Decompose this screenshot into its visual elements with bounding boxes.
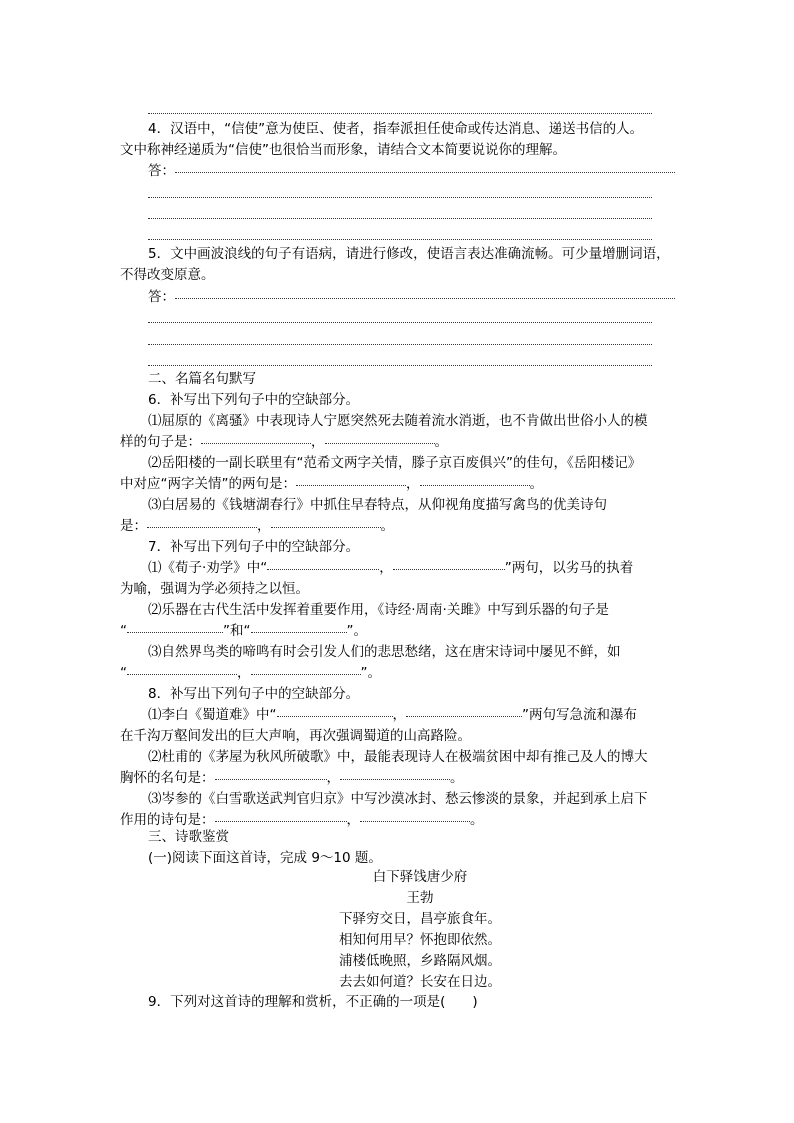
question-8-part-1 bbox=[120, 705, 680, 726]
prompt-text: 是： bbox=[120, 518, 147, 534]
answer-line[interactable] bbox=[148, 238, 652, 240]
poem-title: 白下驿饯唐少府 bbox=[372, 869, 468, 885]
answer-line[interactable] bbox=[148, 217, 652, 219]
question-7-part-3-cont bbox=[120, 663, 680, 684]
question-4-text: 4．汉语中，“信使”意为使臣、使者，指奉派担任使命或传达消息、递送书信的人。 bbox=[148, 121, 644, 137]
blank-line[interactable] bbox=[201, 442, 311, 444]
section-3-title: 三、诗歌鉴赏 bbox=[148, 829, 229, 845]
period: 。 bbox=[434, 434, 448, 450]
prompt-text: ”两句写急流和瀑布 bbox=[522, 707, 637, 723]
question-7-part-1 bbox=[120, 558, 680, 579]
blank-line[interactable] bbox=[340, 778, 450, 780]
poem-line: 去去如何道？长安在日边。 bbox=[339, 974, 501, 990]
answer-label-text: 答： bbox=[148, 289, 175, 305]
blank-line[interactable] bbox=[251, 631, 347, 633]
blank-line[interactable] bbox=[127, 673, 237, 675]
comma: ， bbox=[346, 812, 360, 828]
question-8-part-2: ⑵杜甫的《茅屋为秋风所破歌》中，最能表现诗人在极端贫困中却有推己及人的博大 bbox=[148, 749, 648, 765]
question-7-part-1-cont: 为喻，强调为学必须持之以恒。 bbox=[120, 581, 309, 597]
answer-label-text: 答： bbox=[148, 163, 175, 179]
question-8-part-3: ⑶岑参的《白雪歌送武判官归京》中写沙漠冰封、愁云惨淡的景象，并起到承上启下 bbox=[148, 791, 648, 807]
question-5-text-cont: 不得改变原意。 bbox=[120, 267, 215, 283]
question-7-head: 7．补写出下列句子中的空缺部分。 bbox=[148, 539, 360, 555]
question-6-part-2-cont bbox=[120, 474, 680, 495]
blank-line[interactable] bbox=[127, 631, 223, 633]
question-7-part-2-cont bbox=[120, 621, 680, 642]
poem-author: 王勃 bbox=[406, 890, 434, 906]
prompt-text: ”和“ bbox=[223, 623, 251, 639]
prompt-text: 样的句子是： bbox=[120, 434, 201, 450]
period: 。 bbox=[380, 518, 394, 534]
prompt-text: 胸怀的名句是： bbox=[120, 770, 215, 786]
question-4-text-cont: 文中称神经递质为“信使”也很恰当而形象，请结合文本简要说说你的理解。 bbox=[120, 142, 566, 158]
blank-line[interactable] bbox=[251, 673, 361, 675]
blank-line[interactable] bbox=[325, 442, 435, 444]
answer-line[interactable] bbox=[148, 112, 652, 114]
answer-label bbox=[120, 287, 680, 308]
comma: ， bbox=[257, 518, 271, 534]
blank-line[interactable] bbox=[215, 778, 327, 780]
period: 。 bbox=[470, 812, 484, 828]
blank-line[interactable] bbox=[215, 820, 347, 822]
answer-line[interactable] bbox=[148, 343, 652, 345]
blank-line[interactable] bbox=[296, 484, 406, 486]
prompt-text: 中对应“两字关情”的两句是： bbox=[120, 476, 296, 492]
question-9-text: 9．下列对这首诗的理解和赏析，不正确的一项是( ) bbox=[148, 994, 478, 1010]
close-quote: ”。 bbox=[346, 623, 367, 639]
comma: ， bbox=[311, 434, 325, 450]
period: 。 bbox=[529, 476, 543, 492]
comma: ， bbox=[326, 770, 340, 786]
section-2-title: 二、名篇名句默写 bbox=[148, 371, 256, 387]
comma: ， bbox=[406, 476, 420, 492]
blank-line[interactable] bbox=[267, 568, 379, 570]
question-5-text: 5．文中画波浪线的句子有语病，请进行修改，使语言表达准确流畅。可少量增删词语， bbox=[148, 246, 670, 262]
answer-label bbox=[120, 161, 680, 182]
poem-line: 浦楼低晚照，乡路隔风烟。 bbox=[339, 953, 501, 969]
close-quote: ”。 bbox=[360, 665, 381, 681]
question-8-part-2-cont bbox=[120, 768, 680, 789]
answer-line[interactable] bbox=[148, 364, 652, 366]
reading-instruction: (一)阅读下面这首诗，完成 9～10 题。 bbox=[148, 850, 382, 866]
poem-line: 相知何用早？怀抱即依然。 bbox=[339, 932, 501, 948]
blank-line[interactable] bbox=[271, 526, 381, 528]
open-quote: “ bbox=[120, 665, 127, 681]
question-6-head: 6．补写出下列句子中的空缺部分。 bbox=[148, 392, 360, 408]
answer-line[interactable] bbox=[148, 196, 652, 198]
poem-line: 下驿穷交日，昌亭旅食年。 bbox=[339, 911, 501, 927]
blank-line[interactable] bbox=[277, 715, 393, 717]
blank-line[interactable] bbox=[360, 820, 470, 822]
question-8-part-1-cont: 在千沟万壑间发出的巨大声响，再次强调蜀道的山高路险。 bbox=[120, 728, 471, 744]
prompt-text: ⑴李白《蜀道难》中“ bbox=[148, 707, 277, 723]
question-8-head: 8．补写出下列句子中的空缺部分。 bbox=[148, 686, 360, 702]
blank-line[interactable] bbox=[406, 715, 522, 717]
question-6-part-1: ⑴屈原的《离骚》中表现诗人宁愿突然死去随着流水消逝，也不肯做出世俗小人的模 bbox=[148, 413, 648, 429]
question-6-part-2: ⑵岳阳楼的一副长联里有“范希文两字关情，滕子京百废俱兴”的佳句，《岳阳楼记》 bbox=[148, 455, 642, 471]
question-7-part-2: ⑵乐器在古代生活中发挥着重要作用，《诗经·周南·关雎》中写到乐器的句子是 bbox=[148, 602, 609, 618]
blank-line[interactable] bbox=[393, 568, 505, 570]
blank-line[interactable] bbox=[420, 484, 530, 486]
period: 。 bbox=[450, 770, 464, 786]
prompt-text: 作用的诗句是： bbox=[120, 812, 215, 828]
question-7-part-3: ⑶自然界鸟类的啼鸣有时会引发人们的悲思愁绪，这在唐宋诗词中屡见不鲜，如 bbox=[148, 644, 621, 660]
question-6-part-3: ⑶白居易的《钱塘湖春行》中抓住早春特点，从仰视角度描写禽鸟的优美诗句 bbox=[148, 497, 607, 513]
comma: ， bbox=[379, 560, 393, 576]
question-6-part-1-cont bbox=[120, 432, 680, 453]
comma: ， bbox=[392, 707, 406, 723]
question-6-part-3-cont bbox=[120, 516, 680, 537]
answer-line[interactable] bbox=[175, 297, 675, 299]
blank-line[interactable] bbox=[147, 526, 257, 528]
open-quote: “ bbox=[120, 623, 127, 639]
prompt-text: ⑴《荀子·劝学》中“ bbox=[148, 560, 268, 576]
prompt-text: ”两句，以劣马的执着 bbox=[504, 560, 634, 576]
comma: ， bbox=[237, 665, 251, 681]
answer-line[interactable] bbox=[148, 321, 652, 323]
answer-line[interactable] bbox=[175, 171, 675, 173]
